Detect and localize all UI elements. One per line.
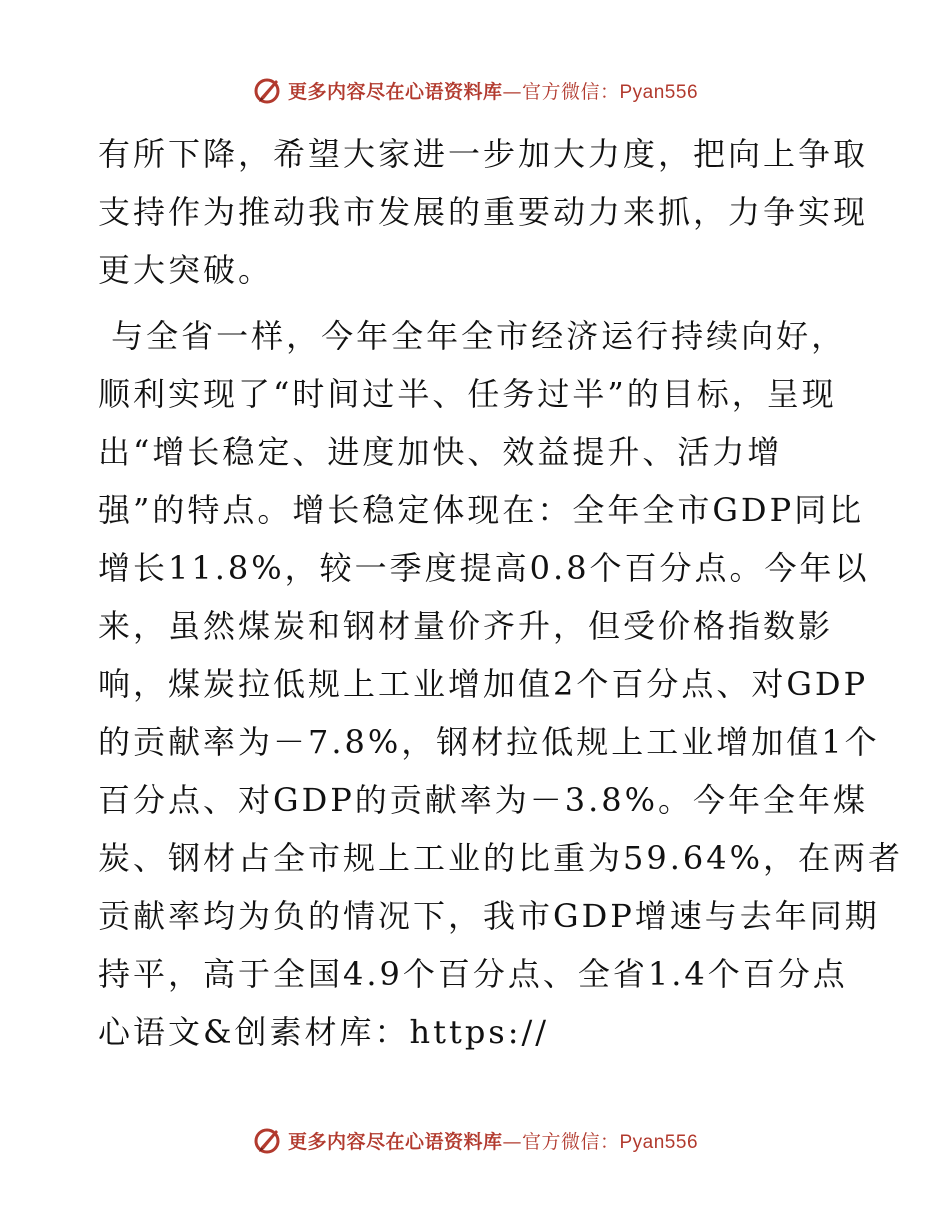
text-line: 支持作为推动我市发展的重要动力来抓，力争实现 (98, 193, 869, 231)
text-line: 出“增长稳定、进度加快、效益提升、活力增 (98, 433, 783, 471)
text-line: 增长11.8%，较一季度提高0.8个百分点。今年以 (98, 549, 870, 587)
text-line: 持平，高于全国4.9个百分点、全省1.4个百分点 (98, 955, 848, 993)
header-watermark-banner (0, 72, 950, 108)
banner-separator: — (502, 80, 522, 103)
banner-wechat-id: Pyan556 (619, 1131, 699, 1153)
paragraph-1 (98, 125, 869, 299)
text-line: 响，煤炭拉低规上工业增加值2个百分点、对GDP (98, 665, 869, 703)
quill-pen-logo-icon (252, 1125, 282, 1155)
text-line: 的贡献率为－7.8%，钢材拉低规上工业增加值1个 (98, 723, 880, 761)
banner-wechat-label: 官方微信： (521, 80, 620, 103)
text-line: 有所下降，希望大家进一步加大力度，把向上争取 (98, 135, 869, 173)
text-line: 炭、钢材占全市规上工业的比重为59.64%，在两者 (98, 839, 904, 877)
text-line: 与全省一样，今年全年全市经济运行持续向好， (98, 317, 847, 355)
text-line: 更大突破。 (98, 251, 274, 289)
paragraph-2 (98, 307, 904, 1061)
document-body (98, 125, 904, 1061)
banner-wechat-id: Pyan556 (619, 81, 699, 103)
quill-pen-logo-icon (252, 75, 282, 105)
text-line: 百分点、对GDP的贡献率为－3.8%。今年全年煤 (98, 781, 869, 819)
text-line: 来，虽然煤炭和钢材量价齐升，但受价格指数影 (98, 607, 834, 645)
text-line: 贡献率均为负的情况下，我市GDP增速与去年同期 (98, 897, 880, 935)
text-line: 顺利实现了“时间过半、任务过半”的目标，呈现 (98, 375, 837, 413)
source-link-line: 心语文&创素材库：https:// (98, 1013, 550, 1051)
banner-text (288, 77, 698, 104)
banner-text (288, 1127, 698, 1154)
banner-wechat-label: 官方微信： (521, 1130, 620, 1153)
text-line: 强”的特点。增长稳定体现在：全年全市GDP同比 (98, 491, 865, 529)
banner-main-text: 更多内容尽在心语资料库 (287, 1130, 503, 1153)
footer-watermark-banner (0, 1122, 950, 1158)
banner-separator: — (502, 1130, 522, 1153)
banner-main-text: 更多内容尽在心语资料库 (287, 80, 503, 103)
